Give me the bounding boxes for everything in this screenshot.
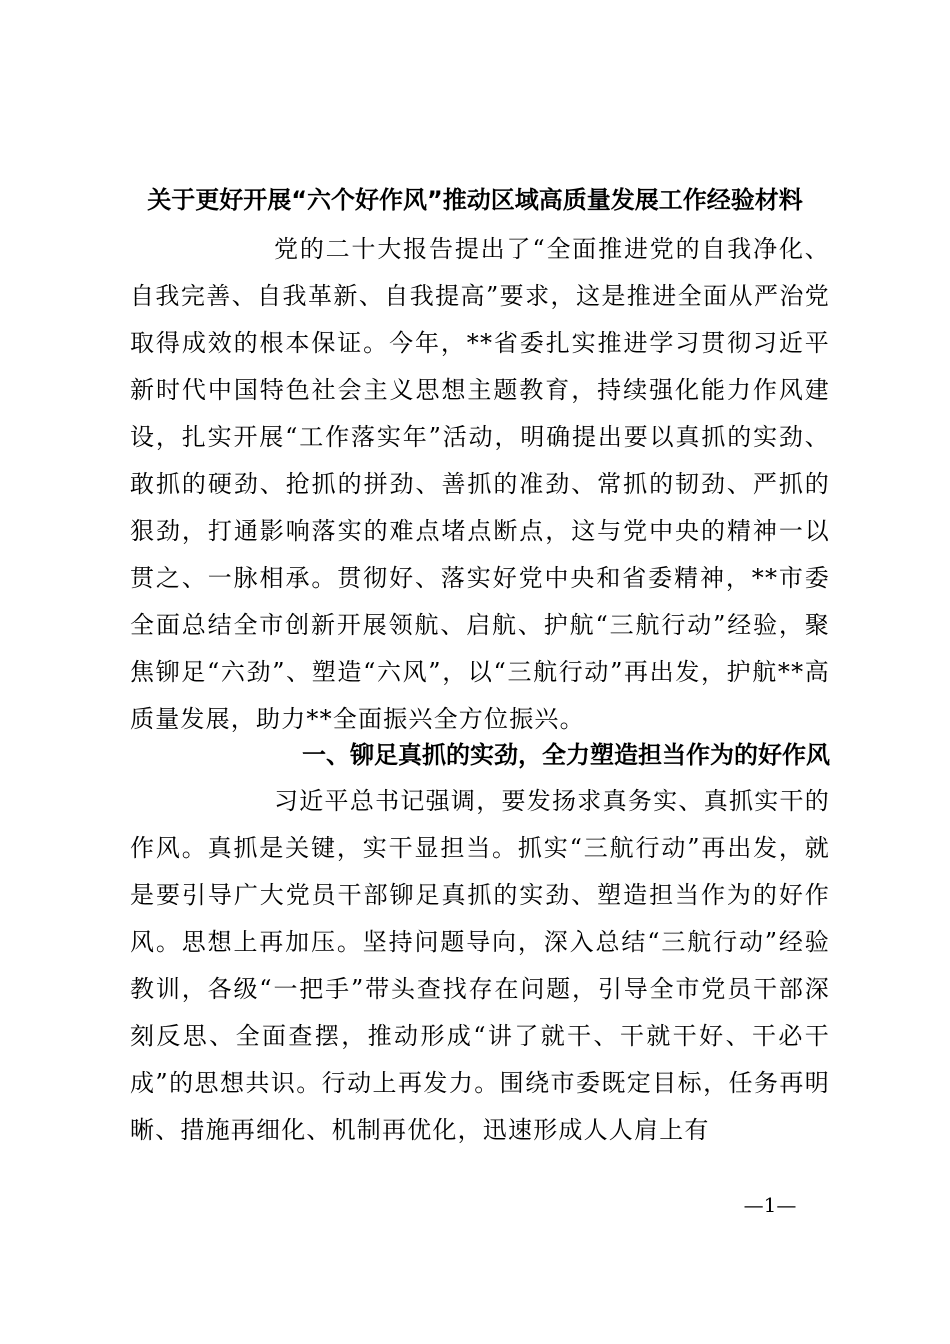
document-title: 关于更好开展“六个好作风”推动区域高质量发展工作经验材料 bbox=[147, 186, 803, 214]
page-number: —1— bbox=[743, 1193, 797, 1217]
section-heading: 一、铆足真抓的实劲，全力塑造担当作为的好作风 bbox=[302, 741, 830, 769]
body-paragraph-intro: 党的二十大报告提出了“全面推进党的自我净化、自我完善、自我革新、自我提高”要求，这是推进全面从严治党取得成效的根本保证。今年，**省委扎实推进学习贯彻习近平新时代中国特色社会主义思想主题教育，持续强化能力作风建设，扎实开展“工作落实年”活动，明确提出要以真抓的实劲、敢抓的硬劲、抢抓的拼劲、善抓的准劲、常抓的韧劲、严抓的狠劲，打通影响落实的难点堵点断点，这与党中央的精神一以贯之、一脉相承。贯彻好、落实好党中央和省委精神，**市委全面总结全市创新开展领航、启航、护航“三航行动”经验，聚焦铆足“六劲”、塑造“六风”，以“三航行动”再出发，护航**高质量发展，助力**全面振兴全方位振兴。 bbox=[130, 235, 830, 733]
body-paragraph-section-1: 习近平总书记强调，要发扬求真务实、真抓实干的作风。真抓是关键，实干显担当。抓实“三航行动”再出发，就是要引导广大党员干部铆足真抓的实劲、塑造担当作为的好作风。思想上再加压。坚持问题导向，深入总结“三航行动”经验教训，各级“一把手”带头查找存在问题，引导全市党员干部深刻反思、全面查摆，推动形成“讲了就干、干就干好、干必干成”的思想共识。行动上再发力。围绕市委既定目标，任务再明晰、措施再细化、机制再优化，迅速形成人人肩上有 bbox=[130, 787, 830, 1144]
